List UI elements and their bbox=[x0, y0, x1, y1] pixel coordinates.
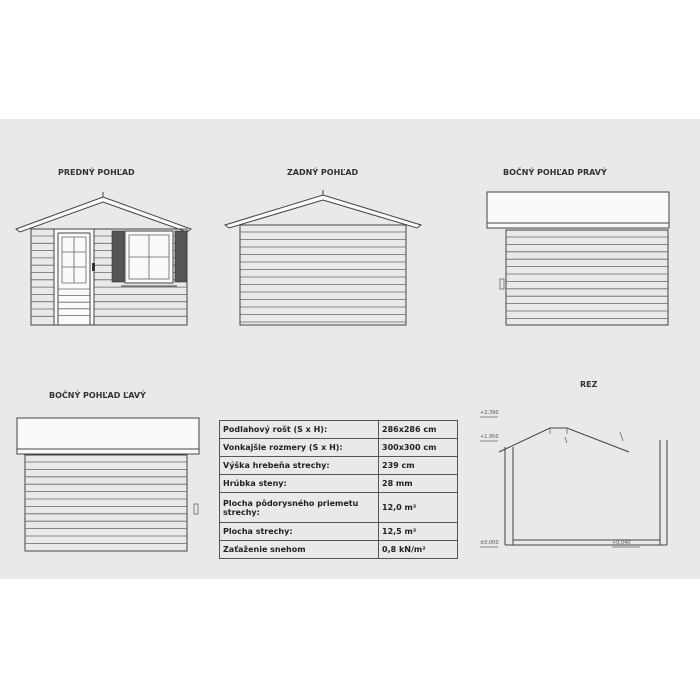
spec-label: Plocha pôdorysného priemetu strechy: bbox=[220, 493, 379, 523]
spec-table bbox=[219, 420, 458, 559]
section-view-drawing bbox=[480, 417, 667, 547]
section-view-title: REZ bbox=[580, 380, 598, 389]
right-side-view-title: BOČNÝ POHĽAD PRAVÝ bbox=[503, 168, 607, 177]
level-ridge-label: +2,390 bbox=[480, 410, 499, 416]
spec-label: Zaťaženie snehom bbox=[220, 541, 379, 559]
spec-label: Výška hrebeňa strechy: bbox=[220, 457, 379, 475]
spec-row bbox=[220, 439, 458, 457]
spec-label: Podlahový rošt (S x H): bbox=[220, 421, 379, 439]
spec-value: 300x300 cm bbox=[379, 439, 458, 457]
level-ground-label: ±0,000 bbox=[480, 540, 499, 546]
level-eave-label: +1,950 bbox=[480, 434, 499, 440]
level-floor-label: +0,040 bbox=[612, 540, 631, 546]
spec-row bbox=[220, 457, 458, 475]
spec-row bbox=[220, 421, 458, 439]
back-view-drawing bbox=[225, 190, 421, 325]
spec-row bbox=[220, 523, 458, 541]
front-view-drawing bbox=[16, 192, 191, 325]
spec-value: 239 cm bbox=[379, 457, 458, 475]
spec-value: 12,0 m² bbox=[379, 493, 458, 523]
spec-row bbox=[220, 475, 458, 493]
spec-value: 0,8 kN/m² bbox=[379, 541, 458, 559]
spec-label: Hrúbka steny: bbox=[220, 475, 379, 493]
spec-value: 12,5 m² bbox=[379, 523, 458, 541]
spec-value: 28 mm bbox=[379, 475, 458, 493]
back-view-title: ZADNÝ POHĽAD bbox=[287, 168, 359, 177]
left-side-view-title: BOČNÝ POHĽAD ĽAVÝ bbox=[49, 391, 146, 400]
spec-label: Vonkajšie rozmery (S x H): bbox=[220, 439, 379, 457]
right-side-view-drawing bbox=[487, 192, 669, 325]
spec-row bbox=[220, 493, 458, 523]
left-side-view-drawing bbox=[17, 418, 199, 551]
spec-row bbox=[220, 541, 458, 559]
front-view-title: PREDNÝ POHĽAD bbox=[58, 168, 135, 177]
spec-value: 286x286 cm bbox=[379, 421, 458, 439]
spec-label: Plocha strechy: bbox=[220, 523, 379, 541]
